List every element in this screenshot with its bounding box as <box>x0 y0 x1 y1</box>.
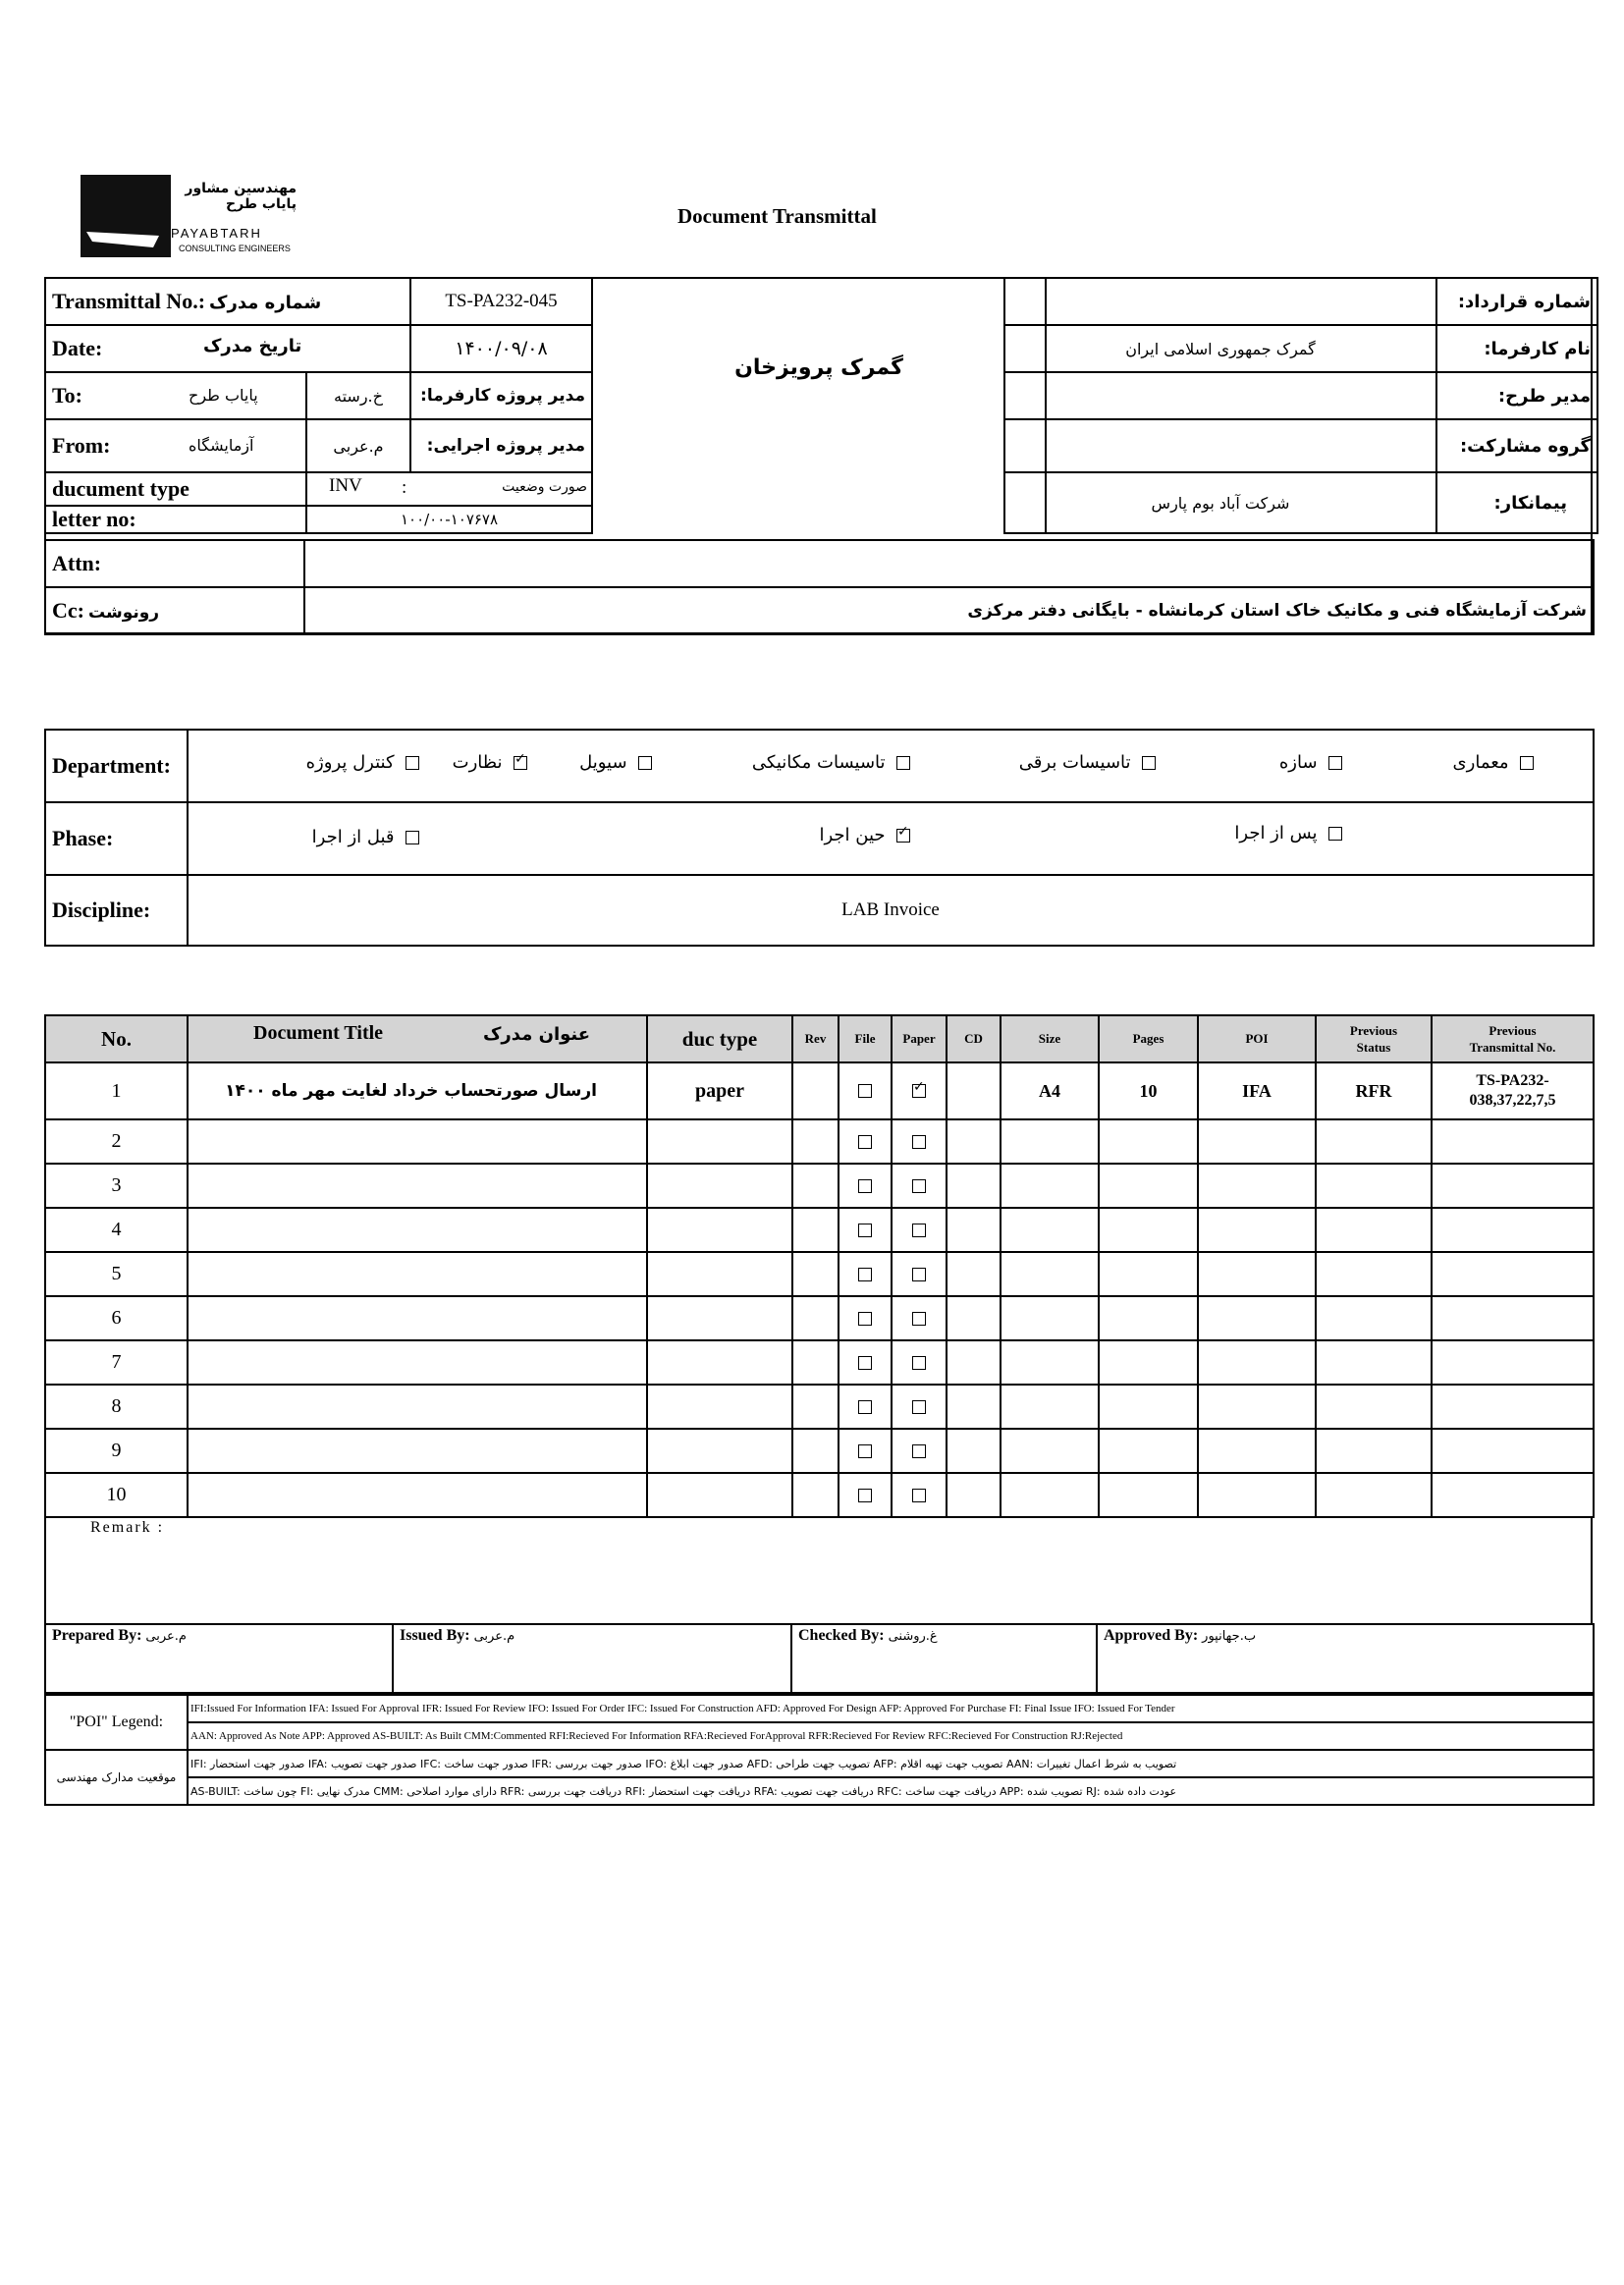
row-paper <box>892 1385 947 1429</box>
approved-value: ب.جهانپور <box>1202 1629 1257 1644</box>
row-type <box>647 1164 792 1208</box>
row-size <box>1001 1385 1099 1429</box>
legend-table <box>44 1694 1595 1806</box>
row-prev-status <box>1316 1164 1432 1208</box>
dept-checkbox-structure[interactable] <box>1328 756 1342 770</box>
col-title-header <box>188 1015 647 1062</box>
row-prev-tx <box>1432 1385 1594 1429</box>
info-block <box>44 277 1593 634</box>
row-rev <box>792 1164 839 1208</box>
row-poi <box>1198 1208 1316 1252</box>
row-title <box>188 1208 647 1252</box>
row-pages <box>1099 1385 1198 1429</box>
table-row <box>45 1062 1594 1119</box>
classification-table <box>44 729 1595 947</box>
contract-no-value <box>1004 278 1436 325</box>
phase-checkbox-during[interactable] <box>896 829 910 843</box>
transmittal-no-label: Transmittal No.: <box>52 289 206 313</box>
row-cd <box>947 1252 1001 1296</box>
row-file <box>839 1340 892 1385</box>
fa-legend-line1: IFI: صدور جهت استحضار IFA: صدور جهت تصویب IFC: صدور جهت ساخت IFR: صدور جهت بررسی IFO: صدور جهت ابلاغ AFD: تصویب جهت طراحی AFP: تصویب جهت تهیه اقلام AAN: تصویب به شرط اعمال تغییرات <box>188 1750 1594 1777</box>
row-type <box>647 1252 792 1296</box>
cc-label: Cc: <box>52 598 84 623</box>
phase-option-after[interactable] <box>1234 823 1342 843</box>
col-poi-header: POI <box>1198 1015 1316 1062</box>
prepared-label: Prepared By: <box>52 1627 142 1644</box>
row-type <box>647 1429 792 1473</box>
row-prev-status: RFR <box>1316 1062 1432 1119</box>
col-prev-status-header-line1: Previous <box>1349 1023 1398 1038</box>
row-prev-tx <box>1432 1429 1594 1473</box>
row-no: 10 <box>45 1473 188 1517</box>
row-type <box>647 1473 792 1517</box>
row-file <box>839 1429 892 1473</box>
row-size <box>1001 1473 1099 1517</box>
col-prev-status-header-line2: Status <box>1356 1040 1391 1055</box>
row-prev-tx <box>1432 1340 1594 1385</box>
dept-option-mechanical[interactable] <box>752 752 910 773</box>
from-person: م.عربی <box>306 419 410 472</box>
info-left-table <box>44 277 593 534</box>
phase-label-during: حین اجرا <box>819 825 886 845</box>
row-pages <box>1099 1252 1198 1296</box>
partner-label: گروه مشارکت: <box>1436 419 1597 472</box>
row-cd <box>947 1119 1001 1164</box>
contractor-value: شرکت آباد بوم پارس <box>1004 472 1436 533</box>
row-no: 7 <box>45 1340 188 1385</box>
to-label: To: <box>52 383 82 408</box>
row-title <box>188 1119 647 1164</box>
row-paper <box>892 1062 947 1119</box>
row-no: 1 <box>45 1062 188 1119</box>
col-file-header: File <box>839 1015 892 1062</box>
dept-option-structure[interactable] <box>1279 752 1342 773</box>
row-poi <box>1198 1119 1316 1164</box>
checked-cell <box>791 1624 1097 1693</box>
document-table <box>44 1014 1595 1518</box>
signature-table <box>44 1623 1595 1694</box>
col-title-header-fa: عنوان مدرک <box>483 1024 591 1045</box>
row-cd <box>947 1296 1001 1340</box>
phase-option-before[interactable] <box>312 827 419 847</box>
pm-employer-label: مدیر پروژه کارفرما: <box>410 372 592 419</box>
fa-legend-line2: AS-BUILT: چون ساخت FI: مدرک نهایی CMM: دارای موارد اصلاحی RFR: دریافت جهت بررسی RFI: دریافت جهت استحضار RFA: دریافت جهت تصویب RFC: دریافت جهت ساخت APP: تصویب شده RJ: عودت داده شده <box>188 1777 1594 1805</box>
discipline-value: LAB Invoice <box>188 875 1594 946</box>
remark-box <box>44 1517 1593 1625</box>
pm-exec-label: مدیر پروژه اجرایی: <box>410 419 592 472</box>
poi-legend-line1: IFI:Issued For Information IFA: Issued For Approval IFR: Issued For Review IFO: Issued For Order IFC: Issued For Construction AFD: Approved For Design AFP: Approved For Purchase FI: Final Issue IFO: Issued For Tender <box>188 1695 1594 1722</box>
phase-label-before: قبل از اجرا <box>311 827 395 847</box>
row-prev-tx-line2: 038,37,22,7,5 <box>1469 1092 1556 1109</box>
row-file <box>839 1062 892 1119</box>
col-prev-tx-header-line1: Previous <box>1489 1023 1537 1038</box>
row-rev <box>792 1252 839 1296</box>
from-org: آزمایشگاه <box>189 436 254 455</box>
file-checkbox[interactable] <box>858 1224 872 1237</box>
col-pages-header: Pages <box>1099 1015 1198 1062</box>
phase-label-after: پس از اجرا <box>1234 823 1318 843</box>
dept-checkbox-architecture[interactable] <box>1520 756 1534 770</box>
row-prev-status <box>1316 1208 1432 1252</box>
file-checkbox[interactable] <box>858 1489 872 1502</box>
row-cd <box>947 1062 1001 1119</box>
col-no-header: No. <box>45 1015 188 1062</box>
issued-cell <box>393 1624 791 1693</box>
from-cell <box>45 419 306 472</box>
dept-checkbox-civil[interactable] <box>638 756 652 770</box>
partner-value <box>1004 419 1436 472</box>
cc-value: شرکت آزمایشگاه فنی و مکانیک خاک استان کرمانشاه - بایگانی دفتر مرکزی <box>304 587 1594 634</box>
design-manager-label: مدیر طرح: <box>1436 372 1597 419</box>
transmittal-no-value: TS-PA232-045 <box>410 278 592 325</box>
employer-label: نام کارفرما: <box>1436 325 1597 372</box>
row-size <box>1001 1164 1099 1208</box>
doctype-label: ducument type <box>45 472 306 506</box>
row-prev-tx <box>1432 1296 1594 1340</box>
dept-label-civil: سیویل <box>579 752 627 773</box>
logo-stroke-icon <box>81 175 171 257</box>
row-paper <box>892 1208 947 1252</box>
file-checkbox[interactable] <box>858 1268 872 1281</box>
table-header-row <box>45 1015 1594 1062</box>
col-cd-header: CD <box>947 1015 1001 1062</box>
dept-label-project-control: کنترل پروژه <box>305 752 395 773</box>
row-rev <box>792 1119 839 1164</box>
row-rev <box>792 1385 839 1429</box>
doctype-colon: : <box>402 477 407 498</box>
row-prev-tx-line1: TS-PA232- <box>1476 1072 1549 1089</box>
dept-label-supervision: نظارت <box>452 752 503 773</box>
row-title <box>188 1296 647 1340</box>
row-poi: IFA <box>1198 1062 1316 1119</box>
row-title <box>188 1252 647 1296</box>
doctype-cell <box>306 472 592 506</box>
row-type: paper <box>647 1062 792 1119</box>
phase-options <box>188 802 1594 875</box>
row-pages <box>1099 1473 1198 1517</box>
paper-checkbox[interactable] <box>912 1179 926 1193</box>
date-cell <box>45 325 410 372</box>
row-rev <box>792 1473 839 1517</box>
paper-checkbox[interactable] <box>912 1084 926 1098</box>
col-prev-tx-header <box>1432 1015 1594 1062</box>
attn-label: Attn: <box>45 540 304 587</box>
row-poi <box>1198 1340 1316 1385</box>
contract-no-label: شماره قرارداد: <box>1436 278 1597 325</box>
file-checkbox[interactable] <box>858 1400 872 1414</box>
row-file <box>839 1473 892 1517</box>
row-file <box>839 1119 892 1164</box>
row-pages <box>1099 1119 1198 1164</box>
row-poi <box>1198 1473 1316 1517</box>
dept-label-electrical: تاسیسات برقی <box>1018 752 1131 773</box>
department-label: Department: <box>45 730 188 802</box>
project-name: گمرک پرویزخان <box>591 279 1047 534</box>
doctype-value: INV <box>329 475 362 496</box>
issued-value: م.عربی <box>473 1629 515 1644</box>
letter-no-value: ۱۰۰/۰۰-۱۰۷۶۷۸ <box>306 506 592 533</box>
table-row <box>45 1164 1594 1208</box>
row-title: ارسال صورتحساب خرداد لغایت مهر ماه ۱۴۰۰ <box>188 1062 647 1119</box>
date-label-fa: تاریخ مدرک <box>203 336 302 356</box>
design-manager-value <box>1004 372 1436 419</box>
row-prev-tx <box>1432 1208 1594 1252</box>
cc-label-fa: رونوشت <box>87 603 160 623</box>
paper-checkbox[interactable] <box>912 1312 926 1326</box>
col-prev-tx-header-line2: Transmittal No. <box>1469 1040 1556 1055</box>
date-value: ۱۴۰۰/۰۹/۰۸ <box>410 325 592 372</box>
row-size <box>1001 1208 1099 1252</box>
col-rev-header: Rev <box>792 1015 839 1062</box>
prepared-cell <box>45 1624 393 1693</box>
row-prev-status <box>1316 1473 1432 1517</box>
employer-value: گمرک جمهوری اسلامی ایران <box>1004 325 1436 372</box>
to-person: خ.رستە <box>306 372 410 419</box>
row-no: 5 <box>45 1252 188 1296</box>
logo-en-text: PAYABTARH <box>171 226 262 241</box>
row-title <box>188 1340 647 1385</box>
attn-value <box>304 540 1594 587</box>
row-prev-tx <box>1432 1062 1594 1119</box>
row-type <box>647 1208 792 1252</box>
row-size <box>1001 1340 1099 1385</box>
dept-option-civil[interactable] <box>579 752 652 773</box>
file-checkbox[interactable] <box>858 1444 872 1458</box>
row-title <box>188 1429 647 1473</box>
remark-label: Remark : <box>90 1519 165 1536</box>
file-checkbox[interactable] <box>858 1179 872 1193</box>
row-cd <box>947 1429 1001 1473</box>
row-file <box>839 1296 892 1340</box>
document-rows <box>45 1062 1594 1517</box>
row-title <box>188 1385 647 1429</box>
row-no: 3 <box>45 1164 188 1208</box>
row-rev <box>792 1208 839 1252</box>
row-prev-status <box>1316 1429 1432 1473</box>
logo-fa-text: مهندسین مشاور پایاب طرح <box>185 181 297 212</box>
date-label: Date: <box>52 336 103 360</box>
table-row <box>45 1340 1594 1385</box>
row-prev-status <box>1316 1296 1432 1340</box>
row-size <box>1001 1119 1099 1164</box>
dept-checkbox-supervision[interactable] <box>514 756 527 770</box>
col-title-header-en: Document Title <box>253 1022 384 1044</box>
doctype-fa: صورت وضعیت <box>502 479 587 495</box>
row-prev-tx <box>1432 1164 1594 1208</box>
info-right-table <box>1003 277 1598 534</box>
row-no: 6 <box>45 1296 188 1340</box>
file-checkbox[interactable] <box>858 1312 872 1326</box>
row-cd <box>947 1473 1001 1517</box>
row-size: A4 <box>1001 1062 1099 1119</box>
row-cd <box>947 1208 1001 1252</box>
table-row <box>45 1208 1594 1252</box>
col-type-header: duc type <box>647 1015 792 1062</box>
contractor-label: پیمانکار: <box>1436 472 1597 533</box>
to-cell <box>45 372 306 419</box>
row-prev-tx <box>1432 1473 1594 1517</box>
discipline-label: Discipline: <box>45 875 188 946</box>
row-cd <box>947 1340 1001 1385</box>
row-size <box>1001 1296 1099 1340</box>
col-paper-header: Paper <box>892 1015 947 1062</box>
row-prev-status <box>1316 1252 1432 1296</box>
row-file <box>839 1208 892 1252</box>
phase-option-during[interactable] <box>820 825 911 845</box>
checked-label: Checked By: <box>798 1627 885 1644</box>
fa-legend-label: موقعیت مدارک مهندسی <box>45 1750 188 1805</box>
row-pages <box>1099 1164 1198 1208</box>
issued-label: Issued By: <box>400 1627 470 1644</box>
table-row <box>45 1473 1594 1517</box>
row-paper <box>892 1119 947 1164</box>
row-paper <box>892 1473 947 1517</box>
table-row <box>45 1385 1594 1429</box>
row-prev-status <box>1316 1385 1432 1429</box>
dept-label-mechanical: تاسیسات مکانیکی <box>751 752 886 773</box>
row-rev <box>792 1429 839 1473</box>
row-size <box>1001 1252 1099 1296</box>
row-prev-status <box>1316 1340 1432 1385</box>
dept-checkbox-mechanical[interactable] <box>896 756 910 770</box>
file-checkbox[interactable] <box>858 1356 872 1370</box>
row-pages <box>1099 1340 1198 1385</box>
row-type <box>647 1340 792 1385</box>
poi-legend-line2: AAN: Approved As Note APP: Approved AS-BUILT: As Built CMM:Commented RFI:Recieved For Information RFA:Recieved ForApproval RFR:Recieved For Review RFC:Recieved For Construction RJ:Rejected <box>188 1722 1594 1750</box>
transmittal-no-label-fa: شماره مدرک <box>209 293 322 313</box>
table-row <box>45 1429 1594 1473</box>
row-paper <box>892 1340 947 1385</box>
row-file <box>839 1164 892 1208</box>
poi-legend-label: "POI" Legend: <box>45 1695 188 1750</box>
checked-value: غ.روشنی <box>888 1629 938 1644</box>
paper-checkbox[interactable] <box>912 1135 926 1149</box>
row-type <box>647 1385 792 1429</box>
row-prev-tx <box>1432 1252 1594 1296</box>
table-row <box>45 1252 1594 1296</box>
row-cd <box>947 1164 1001 1208</box>
row-type <box>647 1119 792 1164</box>
row-poi <box>1198 1429 1316 1473</box>
page-title: Document Transmittal <box>677 204 877 228</box>
row-rev <box>792 1296 839 1340</box>
approved-label: Approved By: <box>1104 1627 1199 1644</box>
paper-checkbox[interactable] <box>912 1356 926 1370</box>
dept-option-supervision[interactable] <box>453 752 527 773</box>
row-rev <box>792 1340 839 1385</box>
paper-checkbox[interactable] <box>912 1489 926 1502</box>
row-pages <box>1099 1208 1198 1252</box>
phase-checkbox-before[interactable] <box>406 831 419 844</box>
row-type <box>647 1296 792 1340</box>
row-title <box>188 1164 647 1208</box>
department-options <box>188 730 1594 802</box>
row-paper <box>892 1164 947 1208</box>
row-paper <box>892 1296 947 1340</box>
row-no: 2 <box>45 1119 188 1164</box>
row-pages <box>1099 1296 1198 1340</box>
to-org: پایاب طرح <box>189 386 258 405</box>
table-row <box>45 1296 1594 1340</box>
letter-no-label: letter no: <box>45 506 306 533</box>
row-poi <box>1198 1252 1316 1296</box>
prepared-value: م.عربی <box>145 1629 187 1644</box>
paper-checkbox[interactable] <box>912 1268 926 1281</box>
row-file <box>839 1385 892 1429</box>
row-cd <box>947 1385 1001 1429</box>
row-size <box>1001 1429 1099 1473</box>
row-no: 4 <box>45 1208 188 1252</box>
row-pages <box>1099 1429 1198 1473</box>
table-row <box>45 1119 1594 1164</box>
row-poi <box>1198 1296 1316 1340</box>
row-paper <box>892 1252 947 1296</box>
row-prev-status <box>1316 1119 1432 1164</box>
file-checkbox[interactable] <box>858 1084 872 1098</box>
company-logo <box>81 175 306 259</box>
row-prev-tx <box>1432 1119 1594 1164</box>
paper-checkbox[interactable] <box>912 1444 926 1458</box>
row-file <box>839 1252 892 1296</box>
paper-checkbox[interactable] <box>912 1400 926 1414</box>
dept-label-architecture: معماری <box>1452 752 1509 773</box>
transmittal-no-cell <box>45 278 410 325</box>
dept-label-structure: سازه <box>1278 752 1318 773</box>
row-paper <box>892 1429 947 1473</box>
dept-checkbox-project-control[interactable] <box>406 756 419 770</box>
row-pages: 10 <box>1099 1062 1198 1119</box>
dept-option-electrical[interactable] <box>1019 752 1156 773</box>
row-no: 8 <box>45 1385 188 1429</box>
row-no: 9 <box>45 1429 188 1473</box>
row-rev <box>792 1062 839 1119</box>
logo-sub-text: CONSULTING ENGINEERS <box>179 244 291 253</box>
cc-cell <box>45 587 304 634</box>
paper-checkbox[interactable] <box>912 1224 926 1237</box>
dept-option-project-control[interactable] <box>306 752 419 773</box>
col-size-header: Size <box>1001 1015 1099 1062</box>
dept-option-architecture[interactable] <box>1453 752 1534 773</box>
file-checkbox[interactable] <box>858 1135 872 1149</box>
row-poi <box>1198 1164 1316 1208</box>
dept-checkbox-electrical[interactable] <box>1142 756 1156 770</box>
phase-label: Phase: <box>45 802 188 875</box>
phase-checkbox-after[interactable] <box>1328 827 1342 841</box>
col-prev-status-header <box>1316 1015 1432 1062</box>
attn-cc-table <box>44 539 1595 635</box>
from-label: From: <box>52 433 111 458</box>
row-title <box>188 1473 647 1517</box>
row-poi <box>1198 1385 1316 1429</box>
approved-cell <box>1097 1624 1594 1693</box>
